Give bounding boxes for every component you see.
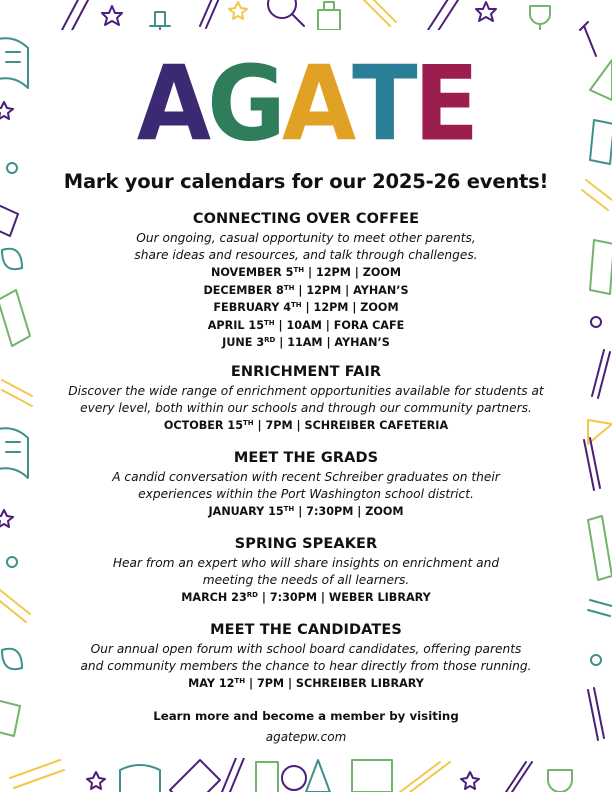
event-line: [40, 503, 572, 521]
event-details: | 7PM | SCHREIBER CAFETERIA: [253, 419, 449, 432]
event-details: | 12PM | AYHAN’S: [294, 283, 409, 297]
paintbrush-icon: [200, 0, 220, 28]
pen-icon: [0, 290, 30, 346]
magnifier-icon: [282, 766, 306, 790]
logo-letter: E: [413, 43, 476, 165]
section-description: [40, 230, 572, 264]
paintbrush-icon: [592, 350, 610, 398]
event-details: | 7:30PM | WEBER LIBRARY: [257, 591, 431, 604]
event-date: NOVEMBER 5: [210, 266, 294, 279]
star-icon: [461, 772, 479, 789]
paintbrush-icon: [222, 758, 244, 792]
event-date: JUNE 3: [222, 336, 265, 349]
event-line: [40, 264, 572, 282]
notebook-icon: [0, 204, 18, 236]
event-section: [40, 535, 572, 607]
section-description: [40, 555, 572, 589]
star-icon: [476, 2, 496, 21]
book-icon: [170, 760, 220, 792]
circle-icon: [7, 163, 17, 173]
section-title: SPRING SPEAKER: [234, 536, 378, 552]
event-section: [40, 210, 572, 352]
event-date: APRIL 15: [207, 318, 264, 332]
section-description: [40, 469, 572, 503]
date-suffix: TH: [234, 677, 246, 685]
ruler-icon: [10, 760, 64, 788]
glue-bottle-icon: [318, 2, 340, 30]
section-title: CONNECTING OVER COFFEE: [192, 211, 420, 227]
pushpin-icon: [580, 22, 596, 56]
logo-letter: G: [207, 43, 282, 165]
description-line: Discover the wide range of enrichment opportunities available for students at: [68, 384, 544, 398]
star-icon: [229, 2, 247, 19]
section-title: MEET THE GRADS: [233, 450, 379, 466]
star-icon: [87, 772, 105, 789]
pencil-icon: [0, 590, 30, 622]
ruler-icon: [582, 180, 612, 210]
pushpin-icon: [506, 762, 532, 792]
notebook-icon: [352, 760, 392, 792]
pencil-icon: [588, 688, 604, 740]
star-icon: [0, 510, 13, 527]
star-icon: [0, 102, 13, 119]
logo-letter: A: [136, 43, 208, 165]
section-description: [40, 641, 572, 675]
date-suffix: TH: [283, 505, 295, 513]
pen-icon: [588, 516, 612, 580]
trophy-icon: [530, 6, 550, 30]
party-hat-icon: [306, 760, 330, 792]
event-details: | 10AM | FORA CAFE: [274, 318, 405, 332]
pencil-icon: [584, 438, 600, 490]
event-date: OCTOBER 15: [163, 419, 243, 432]
date-suffix: TH: [283, 283, 295, 292]
agate-logo: [40, 43, 572, 165]
logo-letter: T: [352, 43, 414, 165]
event-details: | 11AM | AYHAN’S: [275, 336, 390, 349]
event-line: [40, 417, 572, 435]
date-suffix: TH: [291, 301, 302, 309]
section-title: MEET THE CANDIDATES: [210, 622, 402, 638]
book-icon: [0, 38, 28, 88]
event-section: [40, 449, 572, 521]
triangle-ruler-icon: [588, 420, 612, 444]
event-details: | 12PM | ZOOM: [301, 301, 399, 314]
event-section: [40, 621, 572, 693]
description-line: experiences within the Port Washington school district.: [138, 487, 474, 501]
description-line: meeting the needs of all learners.: [202, 573, 410, 587]
event-date: DECEMBER 8: [203, 283, 284, 297]
circle-icon: [7, 557, 17, 567]
section-title: ENRICHMENT FAIR: [230, 364, 382, 380]
circle-icon: [591, 317, 601, 327]
date-suffix: TH: [293, 266, 305, 274]
content-panel: [40, 30, 572, 758]
circle-icon: [591, 655, 601, 665]
leaf-icon: [2, 249, 22, 269]
membership-prompt: Learn more and become a member by visiting: [153, 709, 459, 723]
ruler-icon: [588, 600, 612, 616]
leaf-icon: [2, 649, 22, 669]
date-suffix: TH: [264, 318, 275, 327]
date-suffix: RD: [246, 591, 258, 599]
event-date: MARCH 23: [181, 591, 247, 604]
event-section: [40, 363, 572, 435]
description-line: Our annual open forum with school board candidates, offering parents: [90, 642, 522, 656]
star-icon: [102, 6, 122, 25]
event-details: | 7:30PM | ZOOM: [294, 505, 404, 518]
event-line: [40, 334, 572, 352]
event-line: [40, 282, 572, 300]
description-line: Hear from an expert who will share insights on enrichment and: [112, 556, 500, 570]
notebook-icon: [590, 120, 612, 164]
notebook-icon: [590, 240, 612, 294]
logo-letter: A: [281, 43, 353, 165]
event-details: | 12PM | ZOOM: [304, 266, 402, 279]
event-line: [40, 299, 572, 317]
event-details: | 7PM | SCHREIBER LIBRARY: [245, 677, 424, 690]
pencil-icon: [428, 0, 458, 34]
section-description: [40, 383, 572, 417]
trophy-icon: [548, 770, 572, 792]
description-line: A candid conversation with recent Schreiber graduates on their: [112, 470, 500, 484]
description-line: share ideas and resources, and talk through challenges.: [134, 248, 478, 262]
event-date: MAY 12: [188, 677, 235, 690]
notebook-icon: [0, 700, 20, 736]
event-line: [40, 675, 572, 693]
event-date: JANUARY 15: [208, 505, 284, 518]
magnifier-icon: [268, 0, 304, 26]
event-line: [40, 589, 572, 607]
page-headline: Mark your calendars for our 2025-26 events!: [63, 170, 549, 193]
date-suffix: TH: [243, 419, 254, 427]
book-icon: [0, 428, 28, 478]
ruler-icon: [360, 0, 396, 26]
description-line: every level, both within our schools and through our community partners.: [80, 401, 532, 415]
event-date: FEBRUARY 4: [213, 301, 292, 314]
triangle-ruler-icon: [590, 60, 612, 100]
event-line: [40, 317, 572, 335]
notebook-icon: [120, 765, 160, 792]
description-line: Our ongoing, casual opportunity to meet other parents,: [136, 231, 476, 245]
website-link[interactable]: agatepw.com: [265, 730, 347, 744]
ruler-icon: [2, 380, 32, 406]
glue-bottle-icon: [256, 762, 278, 792]
date-suffix: RD: [264, 336, 276, 344]
description-line: and community members the chance to hear directly from those running.: [80, 659, 532, 673]
ruler-icon: [400, 762, 450, 792]
